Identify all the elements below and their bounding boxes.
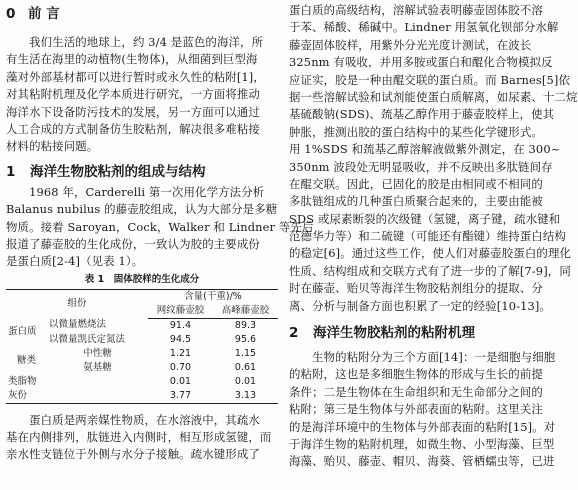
text-line: 藻对外部基材都可以进行暂时或永久性的粘附[1]， bbox=[6, 69, 265, 84]
table-cell-item: 氨基糖 bbox=[83, 361, 112, 373]
table-cell-category: 类脂物 bbox=[8, 375, 37, 387]
text-line: 范德华力等）和二硫键（可能还有酯键）维持蛋白结构 bbox=[289, 229, 566, 244]
table-header-col1: 网纹藤壶胶 bbox=[148, 304, 213, 319]
text-line: 基硫酸钠(SDS)、巯基乙醇作用于藤壶胶样上，使其 bbox=[289, 107, 555, 122]
section-number: 1 bbox=[6, 163, 16, 180]
table-cell-item bbox=[47, 375, 148, 389]
text-line: 材料的粘接问题。 bbox=[6, 139, 99, 154]
table-cell-item bbox=[47, 389, 148, 404]
table-cell-value: 0.01 bbox=[234, 375, 257, 387]
text-line: 基在内侧排列，肽链进入内侧时，相互形成氢键，而 bbox=[6, 430, 272, 445]
table-cell-value: 91.4 bbox=[169, 319, 192, 331]
text-line: 据一些溶解试验和试剂能使蛋白质解离，如尿素、十二烷 bbox=[289, 89, 578, 104]
table-cell-value: 95.6 bbox=[234, 333, 257, 345]
text-line: 应证实，胶是一种由醌交联的蛋白质。而 Barnes[5]依 bbox=[289, 72, 571, 87]
intro-paragraph bbox=[6, 34, 278, 156]
text-line: Balanus nubilus 的藤壶胶组成，认为大部分是多糖 bbox=[6, 202, 278, 217]
table-cell-item: 以微量凯氏定氮法 bbox=[49, 333, 126, 345]
table-cell-value: 1.15 bbox=[234, 347, 257, 359]
table-cell-value: 0.01 bbox=[169, 375, 192, 387]
table-header-group: 组份 bbox=[6, 289, 148, 318]
table-row bbox=[6, 347, 278, 361]
composition-table bbox=[6, 289, 278, 404]
table-cell-value: 0.61 bbox=[234, 361, 257, 373]
text-line: 粘附；第三是生物体与外部表面的粘附。这里关注 bbox=[289, 402, 543, 417]
text-line: SDS 或尿素断裂的次级键（氢键，离子键，疏水键和 bbox=[289, 211, 561, 226]
text-line: 物质。接着 Saroyan，Cock，Walker 和 Lindner 等先后 bbox=[6, 219, 314, 234]
table-row bbox=[6, 361, 278, 375]
text-line: 用 1%SDS 和巯基乙醇溶解液做紫外测定，在 300~ bbox=[289, 142, 561, 157]
section-number: 0 bbox=[6, 6, 16, 22]
table-cell-item: 中性糖 bbox=[83, 347, 112, 359]
table-cell-category: 蛋白质 bbox=[8, 326, 37, 338]
text-line: 325nm 有吸收，并用多胺或蛋白和醌化合物模拟反 bbox=[289, 55, 553, 70]
text-line: 是蛋白质[2-4]（见表 1）。 bbox=[6, 254, 144, 269]
text-line: 350nm 波段处无明显吸收，并不反映出多肽链间存 bbox=[289, 159, 553, 174]
table-cell-item: 以微量燃烧法 bbox=[49, 319, 107, 331]
text-line: 蛋白质是两亲媒性物质，在水溶液中，其疏水 bbox=[6, 412, 260, 427]
table-header-col2: 高峰藤壶胶 bbox=[213, 304, 278, 319]
section-title: 海洋生物胶粘剂的粘附机理 bbox=[313, 325, 475, 342]
table-cell-value: 1.21 bbox=[169, 347, 192, 359]
text-line: 亲水性支链位于外侧与水分子接触。疏水键形成了 bbox=[6, 447, 260, 462]
text-line: 时在藤壶、贻贝等海洋生物胶粘剂组分的提取、分 bbox=[289, 281, 543, 296]
text-line: 海洋水下设备防污技术的发展，另一方面可以通过 bbox=[6, 104, 260, 119]
text-line: 有生活在海里的动植物(生物体)，从细菌到巨型海 bbox=[6, 52, 258, 67]
text-line: 条件；二是生物体在生命组织和无生命部分之间的 bbox=[289, 384, 543, 399]
table-caption: 表 1 固体胶样的生化成分 bbox=[84, 273, 200, 285]
text-line: 性质、结构组成和交联方式有了进一步的了解[7-9]，同 bbox=[289, 263, 571, 278]
table-cell-value: 3.13 bbox=[213, 389, 278, 404]
section-title: 海洋生物胶粘剂的组成与结构 bbox=[30, 163, 206, 180]
text-line: 生物的粘附分为三个方面[14]：一是细胞与细胞 bbox=[289, 350, 556, 365]
text-line: 的是海洋环境中的生物体与外部表面的粘附[15]。对 bbox=[289, 419, 556, 434]
table-cell-category: 灰份 bbox=[6, 389, 47, 404]
text-line: 的稳定[6]。通过这些工作，使人们对藤壶胶蛋白的理化 bbox=[289, 246, 572, 261]
table-cell-category: 糖类 bbox=[17, 354, 37, 366]
table-cell-value: 94.5 bbox=[169, 333, 192, 345]
text-line: 藤壶固体胶样，用紫外分光光度计测试，在波长 bbox=[289, 37, 532, 52]
table-row bbox=[6, 333, 278, 347]
text-line: 报道了藤壶胶的生化成份，一致认为胶的主要成份 bbox=[6, 236, 260, 251]
text-line: 于苯、稀酸、稀碱中。Lindner 用氢氧化钡部分水解 bbox=[289, 20, 559, 35]
text-line: 海藻、贻贝、藤壶、帽贝、海葵、管栖蠕虫等，已进 bbox=[289, 454, 555, 469]
text-line: 的粘附，这也是多细胞生物体的形成与生长的前提 bbox=[289, 367, 543, 382]
text-line: 蛋白质的高级结构，溶解试验表明藤壶固体胶不溶 bbox=[289, 3, 543, 17]
protein-paragraph bbox=[6, 412, 278, 464]
text-line: 1968 年，Carderelli 第一次用化学方法分析 bbox=[6, 184, 265, 199]
text-line: 我们生活的地球上，约 3/4 是蓝色的海洋，所 bbox=[6, 35, 264, 49]
table-row bbox=[6, 318, 278, 333]
table-cell-value: 0.70 bbox=[169, 361, 192, 373]
text-line: 人工合成的方式制备仿生胶粘剂，解决很多难粘接 bbox=[6, 121, 260, 136]
table-cell-value: 89.3 bbox=[234, 319, 257, 331]
right-column bbox=[289, 0, 578, 471]
table-row bbox=[6, 389, 278, 404]
section-heading-preface bbox=[6, 2, 60, 26]
section-heading-composition bbox=[6, 160, 278, 184]
text-line: 于海洋生物的粘附机理，如微生物、小型海藻、巨型 bbox=[289, 436, 555, 451]
text-line: 离、分析与制备方面也积累了一定的经验[10-13]。 bbox=[289, 298, 552, 313]
composition-paragraph bbox=[6, 184, 314, 271]
mechanism-paragraph bbox=[289, 349, 565, 471]
text-line: 对其粘附机理及化学本质进行研究，一方面将推动 bbox=[6, 87, 260, 102]
table-header-content: 含量(干重)/% bbox=[148, 289, 278, 304]
text-line: 多肽链组成的几种蛋白质聚合起来的，主要由能被 bbox=[289, 194, 543, 209]
text-line: 在醌交联。因此，已固化的胶是由相同或不相同的 bbox=[289, 176, 543, 191]
section-heading-mechanism bbox=[289, 321, 565, 345]
left-column bbox=[6, 0, 314, 464]
text-line: 肿胀，推测出胶的蛋白结构中的某些化学键形式。 bbox=[289, 124, 543, 139]
section-number: 2 bbox=[289, 325, 299, 342]
table-row bbox=[6, 375, 278, 389]
structure-paragraph bbox=[289, 2, 578, 315]
section-title: 前 言 bbox=[28, 6, 60, 22]
table-cell-value: 3.77 bbox=[148, 389, 213, 404]
